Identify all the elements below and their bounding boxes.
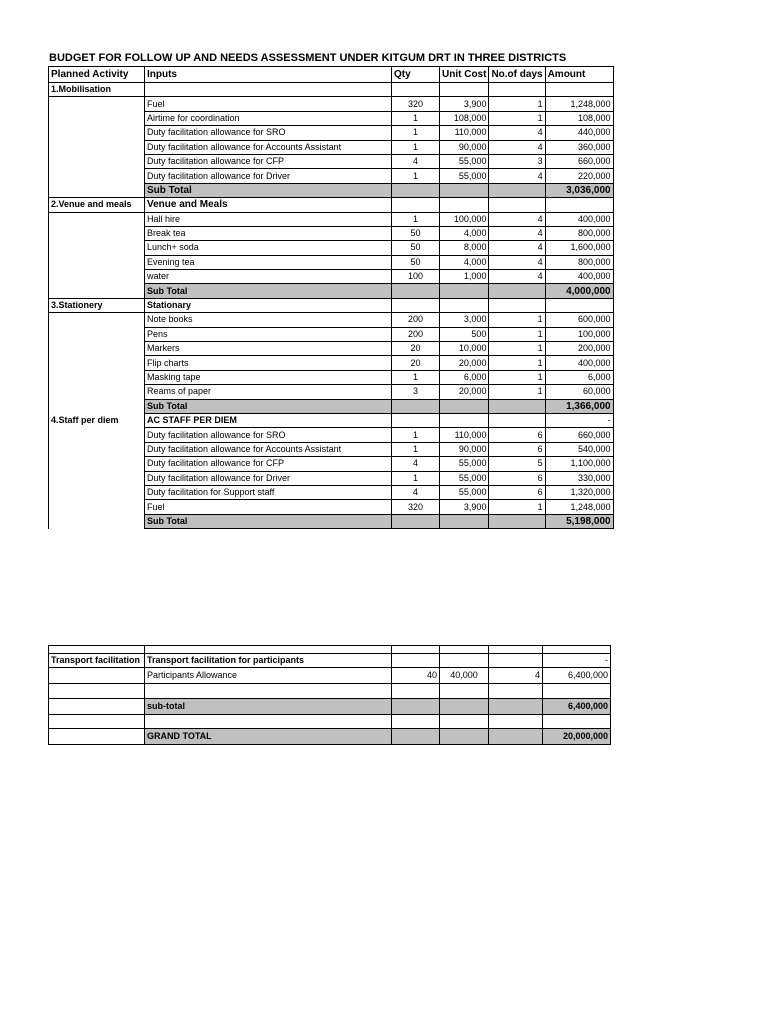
section-heading-row xyxy=(49,198,614,212)
days-cell: 1 xyxy=(489,342,545,356)
section-label-row xyxy=(49,83,614,97)
qty-cell: 200 xyxy=(392,327,440,341)
days-cell: 4 xyxy=(489,668,543,684)
unit-cost-cell: 4,000 xyxy=(440,255,489,269)
amount-cell: 440,000 xyxy=(545,126,613,140)
input-cell: Duty facilitation allowance for CFP xyxy=(145,457,392,471)
qty-cell: 50 xyxy=(392,241,440,255)
input-cell: Duty facilitation allowance for Accounts Assistant xyxy=(145,442,392,456)
table-row xyxy=(49,111,614,125)
days-cell: 4 xyxy=(489,226,545,240)
input-cell: Note books xyxy=(145,313,392,327)
input-cell: Lunch+ soda xyxy=(145,241,392,255)
qty-cell: 1 xyxy=(392,370,440,384)
unit-cost-cell: 55,000 xyxy=(440,154,489,168)
unit-cost-cell: 8,000 xyxy=(440,241,489,255)
subtotal-perdiem: 5,198,000 xyxy=(545,514,613,528)
amount-cell: 1,248,000 xyxy=(545,97,613,111)
unit-cost-cell: 108,000 xyxy=(440,111,489,125)
input-cell: Duty facilitation allowance for SRO xyxy=(145,428,392,442)
table-row xyxy=(49,140,614,154)
days-cell: 4 xyxy=(489,169,545,183)
header-qty: Qty xyxy=(392,67,440,83)
input-cell: Airtime for coordination xyxy=(145,111,392,125)
table-row xyxy=(49,385,614,399)
input-cell: Break tea xyxy=(145,226,392,240)
input-cell: Pens xyxy=(145,327,392,341)
unit-cost-cell: 3,900 xyxy=(440,97,489,111)
input-cell: Duty facilitation allowance for Driver xyxy=(145,169,392,183)
input-cell: Fuel xyxy=(145,500,392,514)
table-row xyxy=(49,255,614,269)
subtotal-stationery: 1,366,000 xyxy=(545,399,613,413)
budget-table xyxy=(48,66,614,529)
unit-cost-cell: 20,000 xyxy=(440,385,489,399)
table-row xyxy=(49,342,614,356)
amount-cell: 1,600,000 xyxy=(545,241,613,255)
unit-cost-cell: 4,000 xyxy=(440,226,489,240)
unit-cost-cell: 40,000 xyxy=(440,668,489,684)
qty-cell: 40 xyxy=(392,668,440,684)
section-transport-label: Transport facilitation xyxy=(49,654,145,668)
input-cell: Duty facilitation allowance for Driver xyxy=(145,471,392,485)
table-row xyxy=(49,169,614,183)
unit-cost-cell: 3,000 xyxy=(440,313,489,327)
subtotal-mobilisation: 3,036,000 xyxy=(545,183,613,197)
input-cell: Fuel xyxy=(145,97,392,111)
days-cell: 6 xyxy=(489,442,545,456)
days-cell: 4 xyxy=(489,241,545,255)
stationery-heading: Stationary xyxy=(145,298,392,312)
table-row xyxy=(49,428,614,442)
subtotal-row xyxy=(49,514,614,528)
table-row xyxy=(49,327,614,341)
subtotal-label: Sub Total xyxy=(145,183,392,197)
transport-subtotal: 6,400,000 xyxy=(543,698,611,714)
table-row xyxy=(49,471,614,485)
unit-cost-cell: 10,000 xyxy=(440,342,489,356)
input-cell: Hall hire xyxy=(145,212,392,226)
grand-total: 20,000,000 xyxy=(543,729,611,745)
days-cell: 6 xyxy=(489,428,545,442)
qty-cell: 320 xyxy=(392,97,440,111)
section-venue-label: 2.Venue and meals xyxy=(49,198,145,212)
header-planned-activity: Planned Activity xyxy=(49,67,145,83)
days-cell: 4 xyxy=(489,270,545,284)
unit-cost-cell: 90,000 xyxy=(440,140,489,154)
input-cell: Masking tape xyxy=(145,370,392,384)
table-row xyxy=(49,226,614,240)
stationery-rows xyxy=(49,313,614,399)
document-title: BUDGET FOR FOLLOW UP AND NEEDS ASSESSMENT UNDER KITGUM DRT IN THREE DISTRICTS xyxy=(49,52,567,64)
qty-cell: 1 xyxy=(392,471,440,485)
amount-cell: 1,320,000 xyxy=(545,485,613,499)
input-cell: water xyxy=(145,270,392,284)
header-unit-cost: Unit Cost xyxy=(440,67,489,83)
transport-subtotal-label: sub-total xyxy=(145,698,392,714)
transport-heading-amount: - xyxy=(543,654,611,668)
unit-cost-cell: 55,000 xyxy=(440,169,489,183)
grand-total-row xyxy=(49,729,611,745)
amount-cell: 100,000 xyxy=(545,327,613,341)
amount-cell: 1,100,000 xyxy=(545,457,613,471)
section-perdiem-label: 4.Staff per diem xyxy=(49,413,145,427)
venue-heading: Venue and Meals xyxy=(145,198,392,212)
subtotal-row xyxy=(49,399,614,413)
unit-cost-cell: 6,000 xyxy=(440,370,489,384)
unit-cost-cell: 500 xyxy=(440,327,489,341)
qty-cell: 50 xyxy=(392,226,440,240)
qty-cell: 200 xyxy=(392,313,440,327)
subtotal-row xyxy=(49,284,614,298)
unit-cost-cell: 110,000 xyxy=(440,126,489,140)
unit-cost-cell: 110,000 xyxy=(440,428,489,442)
table-row xyxy=(49,356,614,370)
days-cell: 1 xyxy=(489,370,545,384)
days-cell: 5 xyxy=(489,457,545,471)
input-cell: Markers xyxy=(145,342,392,356)
amount-cell: 108,000 xyxy=(545,111,613,125)
subtotal-label: Sub Total xyxy=(145,514,392,528)
table-row xyxy=(49,457,614,471)
amount-cell: 400,000 xyxy=(545,270,613,284)
grand-total-label: GRAND TOTAL xyxy=(145,729,392,745)
table-row xyxy=(49,668,611,684)
input-cell: Duty facilitation allowance for Accounts Assistant xyxy=(145,140,392,154)
days-cell: 4 xyxy=(489,126,545,140)
amount-cell: 400,000 xyxy=(545,356,613,370)
qty-cell: 1 xyxy=(392,212,440,226)
amount-cell: 800,000 xyxy=(545,255,613,269)
days-cell: 1 xyxy=(489,500,545,514)
table-row xyxy=(49,485,614,499)
qty-cell: 4 xyxy=(392,154,440,168)
table-row xyxy=(49,500,614,514)
amount-cell: 540,000 xyxy=(545,442,613,456)
table-row xyxy=(49,370,614,384)
amount-cell: 6,400,000 xyxy=(543,668,611,684)
days-cell: 1 xyxy=(489,356,545,370)
amount-cell: 600,000 xyxy=(545,313,613,327)
unit-cost-cell: 90,000 xyxy=(440,442,489,456)
unit-cost-cell: 55,000 xyxy=(440,457,489,471)
table-row xyxy=(49,241,614,255)
table-row xyxy=(49,313,614,327)
amount-cell: 360,000 xyxy=(545,140,613,154)
table-row xyxy=(49,212,614,226)
subtotal-row xyxy=(49,183,614,197)
days-cell: 1 xyxy=(489,97,545,111)
section-stationery-label: 3.Stationery xyxy=(49,298,145,312)
qty-cell: 20 xyxy=(392,356,440,370)
qty-cell: 1 xyxy=(392,428,440,442)
qty-cell: 1 xyxy=(392,442,440,456)
input-cell: Evening tea xyxy=(145,255,392,269)
unit-cost-cell: 1,000 xyxy=(440,270,489,284)
days-cell: 1 xyxy=(489,313,545,327)
subtotal-venue: 4,000,000 xyxy=(545,284,613,298)
table-row xyxy=(49,154,614,168)
amount-cell: 660,000 xyxy=(545,154,613,168)
qty-cell: 50 xyxy=(392,255,440,269)
mobilisation-rows xyxy=(49,97,614,183)
transport-subtotal-row xyxy=(49,698,611,714)
table-row xyxy=(49,97,614,111)
input-cell: Duty facilitation allowance for CFP xyxy=(145,154,392,168)
qty-cell: 4 xyxy=(392,485,440,499)
input-cell: Reams of paper xyxy=(145,385,392,399)
qty-cell: 3 xyxy=(392,385,440,399)
subtotal-label: Sub Total xyxy=(145,284,392,298)
qty-cell: 320 xyxy=(392,500,440,514)
days-cell: 4 xyxy=(489,140,545,154)
amount-cell: 220,000 xyxy=(545,169,613,183)
table-row xyxy=(49,270,614,284)
header-amount: Amount xyxy=(545,67,613,83)
qty-cell: 1 xyxy=(392,111,440,125)
subtotal-label: Sub Total xyxy=(145,399,392,413)
qty-cell: 100 xyxy=(392,270,440,284)
days-cell: 1 xyxy=(489,327,545,341)
unit-cost-cell: 55,000 xyxy=(440,471,489,485)
days-cell: 4 xyxy=(489,212,545,226)
unit-cost-cell: 20,000 xyxy=(440,356,489,370)
qty-cell: 4 xyxy=(392,457,440,471)
qty-cell: 1 xyxy=(392,126,440,140)
header-row xyxy=(49,67,614,83)
header-days: No.of days xyxy=(489,67,545,83)
table-row xyxy=(49,442,614,456)
days-cell: 6 xyxy=(489,471,545,485)
days-cell: 1 xyxy=(489,111,545,125)
amount-cell: 60,000 xyxy=(545,385,613,399)
transport-table xyxy=(48,645,611,745)
section-mobilisation-label: 1.Mobilisation xyxy=(49,83,145,97)
transport-heading-row xyxy=(49,654,611,668)
days-cell: 6 xyxy=(489,485,545,499)
venue-rows xyxy=(49,212,614,284)
amount-cell: 200,000 xyxy=(545,342,613,356)
days-cell: 1 xyxy=(489,385,545,399)
input-cell: Participants Allowance xyxy=(145,668,392,684)
section-heading-row xyxy=(49,298,614,312)
unit-cost-cell: 3,900 xyxy=(440,500,489,514)
input-cell: Duty facilitation allowance for SRO xyxy=(145,126,392,140)
qty-cell: 1 xyxy=(392,169,440,183)
perdiem-heading-amount: - xyxy=(545,413,613,427)
amount-cell: 6,000 xyxy=(545,370,613,384)
days-cell: 4 xyxy=(489,255,545,269)
unit-cost-cell: 100,000 xyxy=(440,212,489,226)
transport-heading: Transport facilitation for participants xyxy=(145,654,392,668)
table-row xyxy=(49,126,614,140)
input-cell: Flip charts xyxy=(145,356,392,370)
days-cell: 3 xyxy=(489,154,545,168)
amount-cell: 400,000 xyxy=(545,212,613,226)
perdiem-heading: AC STAFF PER DIEM xyxy=(145,413,392,427)
qty-cell: 1 xyxy=(392,140,440,154)
amount-cell: 660,000 xyxy=(545,428,613,442)
header-inputs: Inputs xyxy=(145,67,392,83)
amount-cell: 1,248,000 xyxy=(545,500,613,514)
input-cell: Duty facilitation for Support staff xyxy=(145,485,392,499)
amount-cell: 330,000 xyxy=(545,471,613,485)
unit-cost-cell: 55,000 xyxy=(440,485,489,499)
section-heading-row xyxy=(49,413,614,427)
perdiem-rows xyxy=(49,428,614,514)
qty-cell: 20 xyxy=(392,342,440,356)
amount-cell: 800,000 xyxy=(545,226,613,240)
